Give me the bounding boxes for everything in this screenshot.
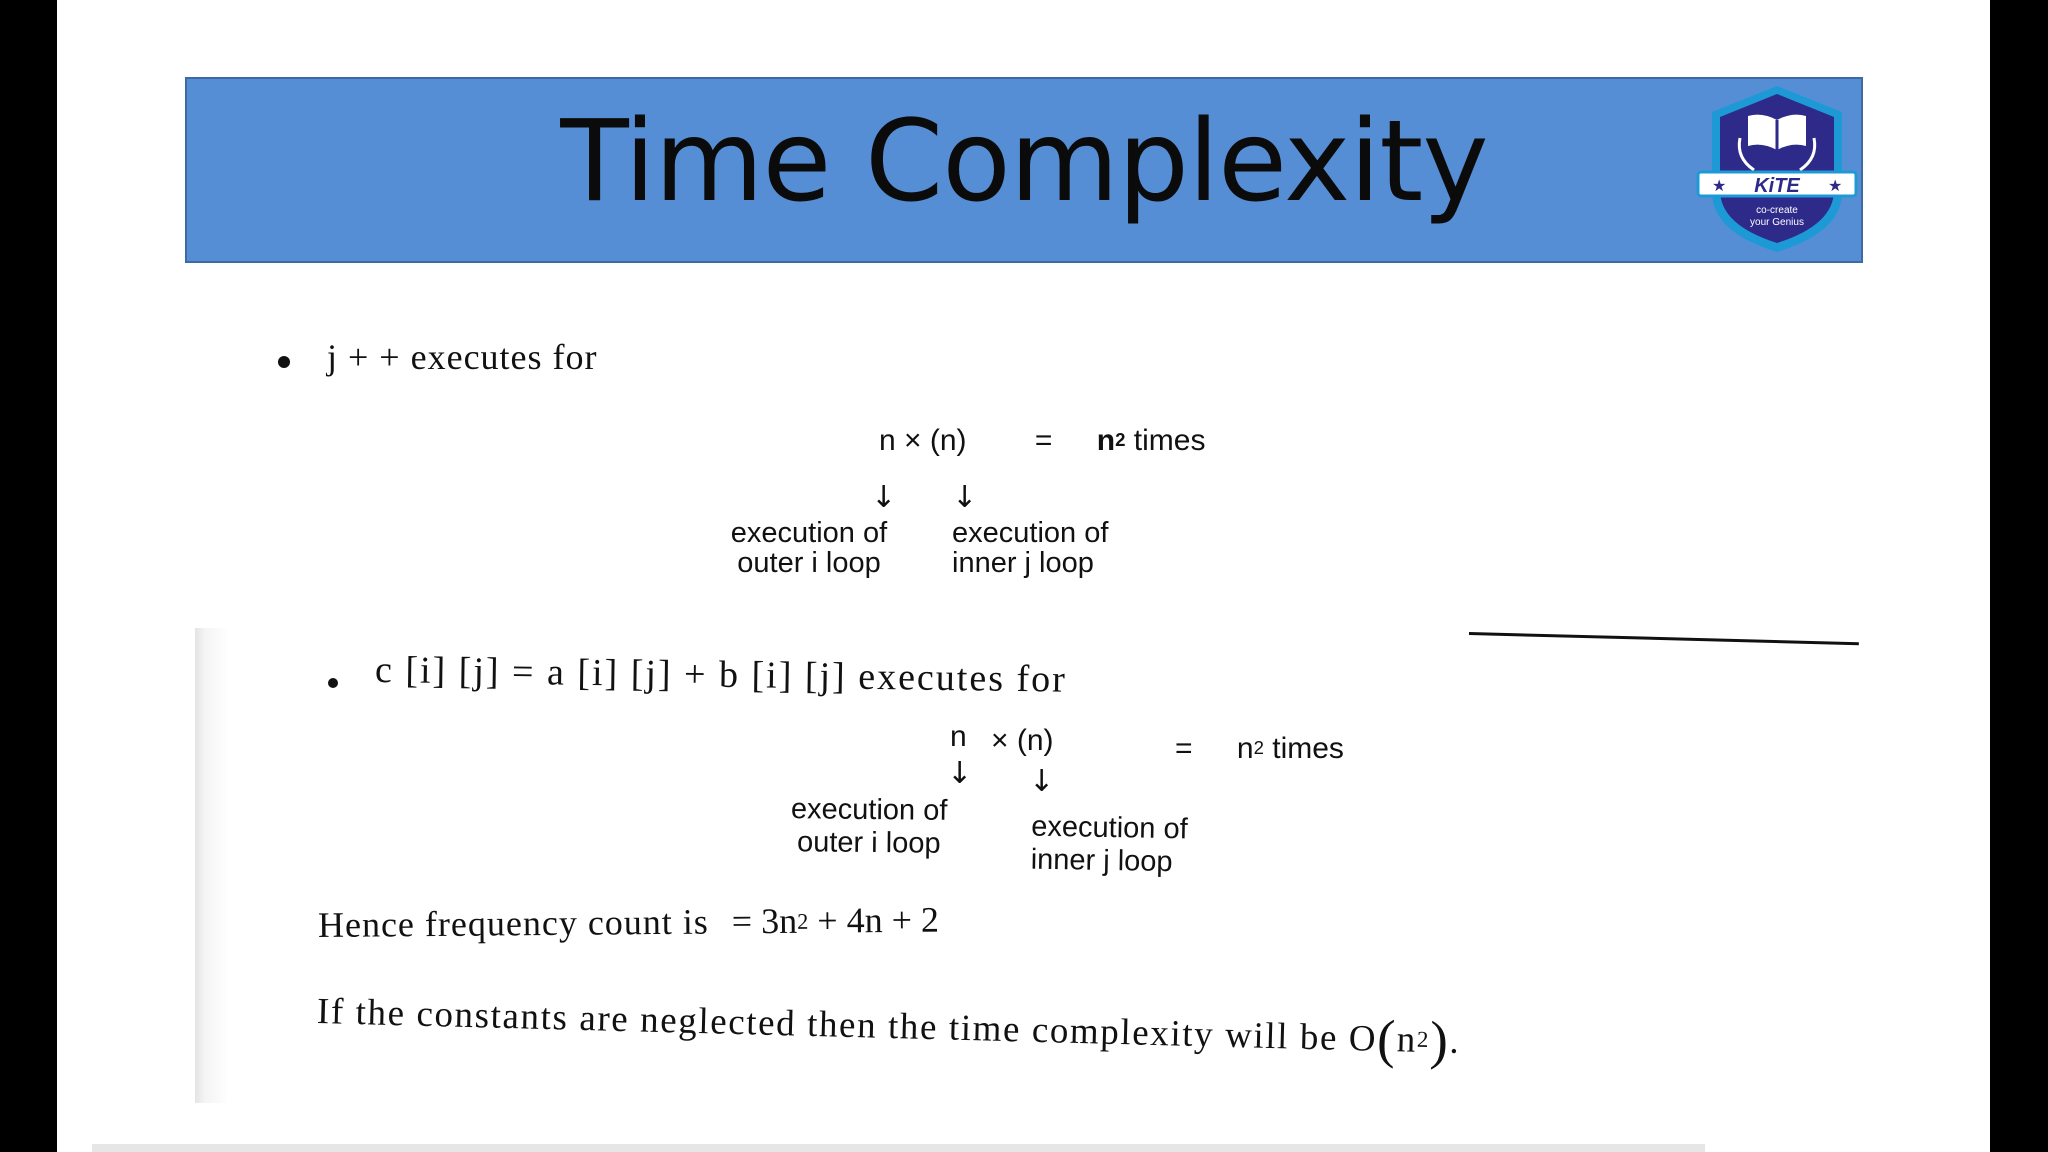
bullet-1 <box>278 356 290 368</box>
block2-exp: 2 <box>1253 737 1264 759</box>
block1-label-outer-line2: outer i loop <box>737 547 881 579</box>
block2-label-inner-line2: inner j loop <box>1030 843 1173 879</box>
svg-text:co-create: co-create <box>1756 205 1798 216</box>
block1-arrow-outer: ↓ <box>871 480 897 515</box>
frequency-eq: = 3n <box>731 900 798 942</box>
block2-expr-times-n: × (n) <box>991 724 1054 757</box>
slide-title: Time Complexity <box>560 97 1488 227</box>
block2-label-inner <box>1030 811 1188 880</box>
block2-times: times <box>1272 732 1344 765</box>
title-banner <box>185 77 1863 263</box>
block1-times: times <box>1133 424 1206 457</box>
block1-label-outer-line1: execution of <box>730 517 888 549</box>
block2-label-inner-line1: execution of <box>1031 810 1188 846</box>
svg-text:KiTE: KiTE <box>1754 175 1800 197</box>
bullet-2 <box>328 678 338 688</box>
kite-logo <box>1692 80 1862 255</box>
frequency-text: Hence frequency count is <box>317 901 710 945</box>
block2-label-outer-line2: outer i loop <box>796 826 941 860</box>
block1-label-inner <box>952 518 1108 578</box>
block2-expr-n: n <box>950 720 967 753</box>
block1-label-outer <box>709 518 909 578</box>
block1-equals: = <box>1034 424 1053 457</box>
block1-exp: 2 <box>1115 429 1126 451</box>
svg-text:★: ★ <box>1828 178 1843 195</box>
block2-arrow-outer: ↓ <box>947 756 973 791</box>
block1-arrow-inner: ↓ <box>952 480 978 515</box>
bullet-1-text: j + + executes for <box>327 337 598 377</box>
block2-equals: = <box>1175 732 1193 765</box>
conclusion-line: If the constants are neglected then the time complexity will be $O(n^2)$. <box>316 991 1461 1071</box>
conclusion-exp: 2 <box>1416 1027 1431 1053</box>
frequency-rest: + 4n + 2 <box>817 899 940 941</box>
bottom-strip <box>92 1144 1705 1152</box>
conclusion-text: If the constants are neglected then the time complexity will be O <box>316 991 1378 1060</box>
block1-label-inner-line1: execution of <box>952 517 1109 549</box>
bullet-2-text: c [i] [j] = a [i] [j] + b [i] [j] executes for <box>374 649 1068 701</box>
slide <box>57 0 1990 1152</box>
frequency-exp: 2 <box>797 908 809 934</box>
block1-label-inner-line2: inner j loop <box>952 547 1094 579</box>
block2-label-outer-line1: execution of <box>790 793 948 827</box>
block2-arrow-inner: ↓ <box>1029 764 1055 799</box>
svg-text:★: ★ <box>1712 178 1727 195</box>
svg-text:your Genius: your Genius <box>1750 217 1804 228</box>
block1-expr-left: n × (n) <box>879 424 967 457</box>
block2-result <box>1175 732 1344 766</box>
block2-n: n <box>1236 732 1254 765</box>
frequency-line <box>318 899 939 946</box>
block1-n: n <box>1096 424 1116 457</box>
block1-expression <box>879 424 1205 458</box>
conclusion-n: n <box>1396 1019 1418 1061</box>
block2-label-outer <box>769 793 970 861</box>
